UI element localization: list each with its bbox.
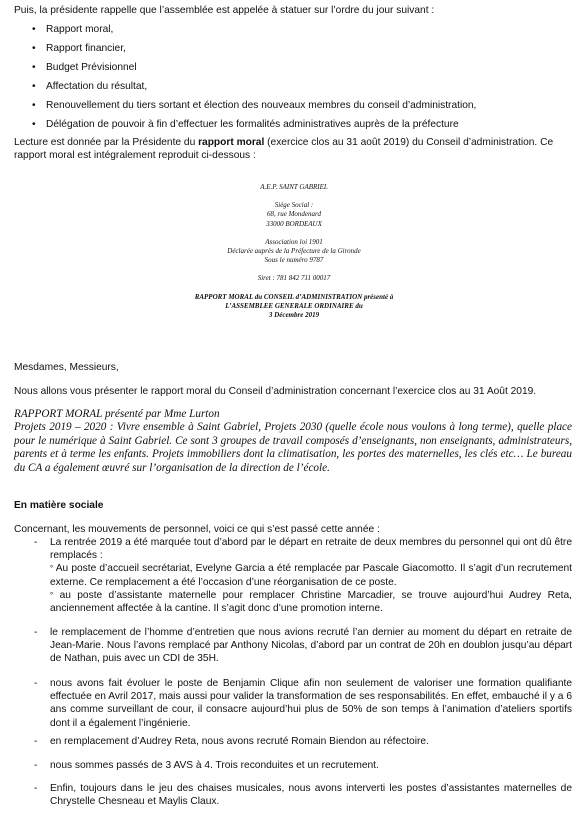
- reading-bold: rapport moral: [198, 137, 265, 148]
- agenda-item-text: Affectation du résultat,: [46, 81, 148, 93]
- degree-icon: °: [50, 564, 54, 574]
- social-item-4: [14, 735, 572, 748]
- degree-icon: °: [50, 590, 54, 600]
- bullet-icon: •: [32, 43, 36, 55]
- agenda-item-text: Délégation de pouvoir à fin d’effectuer les formalités administratives auprès de la préfecture: [46, 119, 459, 131]
- social-item-2: [14, 626, 572, 666]
- item-text: en remplacement d’Audrey Reta, nous avons recruté Romain Biendon au réfectoire.: [50, 736, 429, 747]
- report-date: 3 Décembre 2019: [268, 310, 320, 319]
- social-item-6: [14, 782, 572, 808]
- item-text: le remplacement de l’homme d’entretien que nous avions recruté l’an dernier au moment du départ en retraite de Jean-Marie. Nous l’avons remplacé par Anthony Nicolas, d’abord par un contrat de 20h en doublon jusqu’au départ de Nathan, puis avec un CDI de 35H.: [50, 627, 572, 665]
- agenda-item: [14, 80, 574, 99]
- dash-item: [14, 759, 572, 772]
- agenda-list: [14, 23, 574, 137]
- sub-item: [50, 562, 572, 588]
- moral-heading: RAPPORT MORAL présenté par Mme Lurton: [14, 408, 220, 420]
- seat-label: Siège Social :: [274, 201, 314, 210]
- letterhead: [160, 183, 428, 320]
- agenda-intro: Puis, la présidente rappelle que l’assemblée est appelée à statuer sur l’ordre du jour suivant :: [14, 5, 435, 16]
- presentation: Nous allons vous présenter le rapport moral du Conseil d’administration concernant l’exercice clos au 31 Août 2019.: [14, 386, 537, 397]
- dash-item: [14, 677, 572, 730]
- agenda-item-text: Budget Prévisionnel: [46, 62, 137, 74]
- bullet-icon: •: [32, 119, 36, 131]
- item-text: nous avons fait évoluer le poste de Benjamin Clique afin non seulement de valoriser une formation qualifiante effectuée en Avril 2017, mais aussi pour valider la transformation de ses responsabilités. En effet, embauché il y a 6 ans comme surveillant de cour, il consacre aujourd’hui plus de 50% de son temps à l’animation d’ateliers sportifs dont il a également l’ingénierie.: [50, 678, 572, 729]
- reading-text-before: Lecture est donnée par la Présidente du: [14, 137, 199, 148]
- bullet-icon: •: [32, 100, 36, 112]
- street: 68, rue Mondenard: [267, 210, 321, 219]
- agenda-item: [14, 23, 574, 42]
- agenda-item: [14, 61, 574, 80]
- sub-item: [50, 589, 572, 615]
- section-title: En matière sociale: [14, 500, 104, 511]
- sub-item-text: au poste d’assistante maternelle pour remplacer Christine Marcadier, se trouve aujourd’hui Audrey Reta, anciennement affectée à la cantine. Il s’agit donc d’une promotion interne.: [50, 589, 572, 615]
- reading-text-after: (exercice clos au 31 août 2019) du Conseil d’administration. Ce rapport moral est intégralement reproduit ci-dessous :: [14, 137, 554, 162]
- dash-icon: -: [34, 783, 38, 794]
- agenda-item: [14, 99, 574, 118]
- social-item-5: [14, 759, 572, 772]
- bullet-icon: •: [32, 24, 36, 36]
- report-title-line1: RAPPORT MORAL du CONSEIL d’ADMINISTRATION présenté à: [194, 292, 394, 301]
- bullet-icon: •: [32, 81, 36, 93]
- dash-item: [14, 536, 572, 615]
- item-text: Enfin, toujours dans le jeu des chaises musicales, nous avons interverti les postes d’assistantes maternelles de Chrystelle Chesneau et Maylis Claux.: [50, 783, 572, 808]
- dash-item: [14, 626, 572, 666]
- agenda-section: [14, 4, 574, 137]
- sub-item-text: Au poste d’accueil secrétariat, Evelyne Garcia a été remplacée par Pascale Giacomotto. Il s’agit d’un recrutement externe. Ce remplacement a été l’occasion d’une réorganisation de ce poste.: [50, 563, 572, 588]
- siret: Siret : 781 842 711 00017: [257, 274, 331, 283]
- report-title-line2: L’ASSEMBLEE GENERALE ORDINAIRE du: [225, 301, 363, 310]
- item-text: nous sommes passés de 3 AVS à 4. Trois reconduites et un recrutement.: [50, 760, 379, 771]
- dash-icon: -: [34, 627, 38, 638]
- agenda-item: [14, 42, 574, 61]
- city: 33000 BORDEAUX: [266, 219, 322, 228]
- agenda-item-text: Renouvellement du tiers sortant et élection des nouveaux membres du conseil d’administration,: [46, 100, 477, 112]
- association-name: A.E.P. SAINT GABRIEL: [260, 183, 328, 191]
- item-text: La rentrée 2019 a été marquée tout d’abord par le départ en retraite de deux membres du personnel qui ont dû être remplacés :: [50, 537, 572, 562]
- dash-icon: -: [34, 537, 38, 548]
- social-item-3: [14, 677, 572, 730]
- agenda-item-text: Rapport financier,: [46, 43, 126, 55]
- social-intro: Concernant, les mouvements de personnel, voici ce qui s’est passé cette année :: [14, 524, 380, 535]
- moral-report: [14, 408, 572, 475]
- agenda-item: [14, 118, 574, 137]
- social-item-1: [14, 536, 572, 615]
- reading-paragraph: [14, 136, 574, 162]
- dash-icon: -: [34, 760, 38, 771]
- dash-icon: -: [34, 736, 38, 747]
- dash-item: [14, 782, 572, 808]
- declaration: Déclarée auprès de la Préfecture de la Gironde: [227, 247, 361, 256]
- agenda-item-text: Rapport moral,: [46, 24, 114, 36]
- dash-icon: -: [34, 678, 38, 689]
- bullet-icon: •: [32, 62, 36, 74]
- dash-item: [14, 735, 572, 748]
- registration-number: Sous le numéro 9787: [264, 256, 324, 265]
- moral-body: Projets 2019 – 2020 : Vivre ensemble à Saint Gabriel, Projets 2030 (quelle école nous voulons à long terme), quelle place pour le numérique à Saint Gabriel. Ce sont 3 groupes de travail composés d’enseignants, non enseignants, administrateurs, parents et à terme les enfants. Projets immobiliers dont la climatisation, les portes des maternelles, les clés etc… Le bureau du CA a également œuvré sur l’organisation de la direction de l’école.: [14, 421, 572, 474]
- greeting: Mesdames, Messieurs,: [14, 362, 119, 373]
- association-type: Association loi 1901: [265, 237, 323, 246]
